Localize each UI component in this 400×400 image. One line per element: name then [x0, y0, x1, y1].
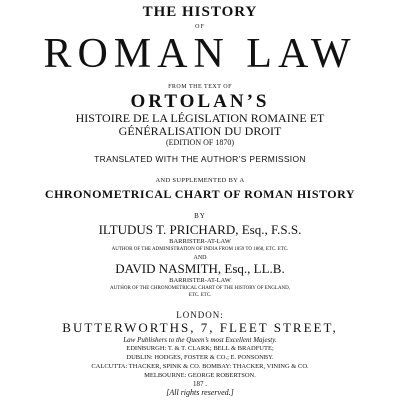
- by-line: BY: [194, 212, 206, 220]
- imprint-dublin: DUBLIN: HODGES, FOSTER & CO.; E. PONSONBY.: [126, 354, 274, 361]
- source-author: ORTOLAN’S: [130, 91, 270, 112]
- author-2-role: BARRISTER-AT-LAW: [169, 277, 231, 284]
- imprint-calcutta: CALCUTTA: THACKER, SPINK & CO. BOMBAY: THACKER, VINING & CO.: [91, 363, 309, 370]
- source-title-line-2: GÉNÉRALISATION DU DROIT: [118, 124, 282, 138]
- imprint-publisher: BUTTERWORTHS, 7, FLEET STREET,: [62, 320, 338, 335]
- imprint-edinburgh: EDINBURGH: T. & T. CLARK; BELL & BRADFUTE;: [126, 345, 274, 352]
- author-1-role: BARRISTER-AT-LAW: [169, 238, 231, 245]
- author-2-note-2: ETC. ETC.: [188, 293, 212, 298]
- imprint-law-publishers: Law Publishers to the Queen’s most Excellent Majesty.: [123, 336, 277, 344]
- imprint-city: LONDON:: [176, 310, 224, 320]
- source-title-line-1: HISTOIRE DE LA LÉGISLATION ROMAINE ET: [75, 111, 325, 125]
- chart-title: CHRONOMETRICAL CHART OF ROMAN HISTORY: [44, 187, 356, 201]
- imprint-melbourne: MELBOURNE: GEORGE ROBERTSON.: [144, 372, 256, 379]
- author-2-note-1: AUTHOR OF THE CHRONOMETRICAL CHART OF THE HISTORY OF ENGLAND,: [109, 286, 291, 291]
- from-text: FROM THE TEXT OF: [168, 84, 232, 90]
- title-top: THE HISTORY: [142, 4, 258, 20]
- edition-note: (EDITION OF 1870): [166, 138, 234, 147]
- rights-reserved: [All rights reserved.]: [166, 388, 234, 397]
- title-main: ROMAN LAW: [43, 31, 357, 77]
- title-of: OF: [195, 24, 205, 30]
- permission-line: TRANSLATED WITH THE AUTHOR’S PERMISSION: [94, 154, 306, 164]
- supplemented-line: AND SUPPLEMENTED BY A: [155, 177, 245, 184]
- author-2-name: DAVID NASMITH, Esq., LL.B.: [115, 261, 285, 276]
- author-1-name: ILTUDUS T. PRICHARD, Esq., F.S.S.: [98, 222, 302, 237]
- publication-year: 187 .: [193, 380, 207, 388]
- author-1-note: AUTHOR OF THE ADMINISTRATION OF INDIA FROM 1859 TO 1868, ETC. ETC.: [111, 247, 289, 252]
- and-line: AND: [193, 255, 207, 261]
